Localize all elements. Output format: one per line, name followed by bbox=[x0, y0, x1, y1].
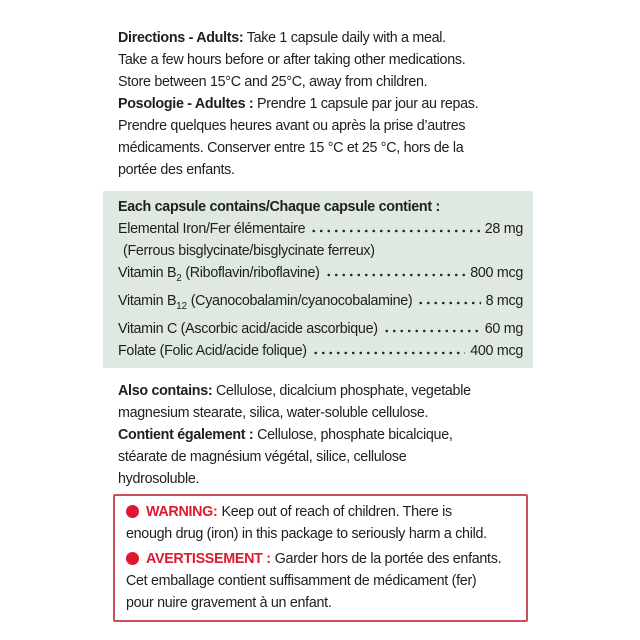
ingredient-row-folate bbox=[118, 340, 523, 362]
directions-line bbox=[118, 159, 524, 181]
warning-text: enough drug (iron) in this package to seriously harm a child. bbox=[126, 525, 487, 542]
also-contains-line bbox=[118, 402, 524, 424]
also-contains-en-lead: Also contains: bbox=[118, 382, 213, 399]
directions-line bbox=[118, 115, 524, 137]
capsule-contents-panel bbox=[103, 191, 533, 368]
subscript: 12 bbox=[176, 300, 188, 312]
ingredient-name: Elemental Iron/Fer élémentaire bbox=[118, 221, 306, 237]
warning-fr-line bbox=[126, 548, 515, 570]
name-post: (Cyanocobalamin/cyanocobalamine) bbox=[187, 292, 413, 309]
directions-fr-lead: Posologie - Adultes : bbox=[118, 96, 254, 112]
ingredient-amount: 28 mg bbox=[484, 221, 523, 237]
directions-text: médicaments. Conserver entre 15 °C et 25 °C, hors de la bbox=[118, 140, 464, 156]
directions-text: Prendre 1 capsule par jour au repas. bbox=[253, 96, 479, 112]
directions-text: Take a few hours before or after taking other medications. bbox=[118, 52, 466, 68]
ingredient-name bbox=[118, 262, 320, 290]
ingredient-amount: 8 mcg bbox=[485, 292, 523, 309]
dot-leader bbox=[325, 273, 466, 277]
ingredient-name: Folate (Folic Acid/acide folique) bbox=[118, 342, 307, 359]
also-contains-text: magnesium stearate, silica, water-soluble cellulose. bbox=[118, 404, 429, 421]
warning-fr-label: AVERTISSEMENT : bbox=[146, 550, 271, 567]
warning-fr-line bbox=[126, 570, 515, 592]
warning-bullet-icon bbox=[126, 505, 139, 518]
contents-heading: Each capsule contains/Chaque capsule contient : bbox=[118, 199, 440, 215]
warning-en-label: WARNING: bbox=[146, 503, 218, 520]
warning-fr-line bbox=[126, 592, 515, 614]
also-contains-fr-lead: Contient également : bbox=[118, 426, 254, 443]
ingredient-row-vitamin-b12 bbox=[118, 290, 523, 318]
warning-en-line bbox=[126, 523, 515, 545]
ingredient-note-ferrous: (Ferrous bisglycinate/bisglycinate ferreux) bbox=[123, 243, 375, 259]
also-contains-text: Cellulose, dicalcium phosphate, vegetable bbox=[212, 382, 471, 399]
warning-en-line bbox=[126, 501, 515, 523]
also-contains-line bbox=[118, 424, 524, 446]
ingredient-name: Vitamin C (Ascorbic acid/acide ascorbique) bbox=[118, 320, 378, 337]
warning-box bbox=[113, 494, 528, 622]
directions-text: Store between 15°C and 25°C, away from children. bbox=[118, 74, 428, 90]
also-contains-line bbox=[118, 446, 524, 468]
ingredient-amount: 800 mcg bbox=[470, 265, 523, 281]
ingredient-name bbox=[118, 290, 412, 318]
directions-en-lead: Directions - Adults: bbox=[118, 30, 244, 46]
warning-text: Keep out of reach of children. There is bbox=[221, 503, 452, 520]
dot-leader bbox=[310, 229, 479, 233]
warning-bullet-icon bbox=[126, 552, 139, 565]
ingredient-amount: 60 mg bbox=[484, 320, 523, 337]
directions-line bbox=[118, 71, 524, 93]
directions-line bbox=[118, 93, 524, 115]
warning-text: pour nuire gravement à un enfant. bbox=[126, 594, 332, 611]
also-contains-section bbox=[118, 380, 524, 490]
also-contains-line bbox=[118, 468, 524, 490]
warning-text: Garder hors de la portée des enfants. bbox=[274, 550, 502, 567]
directions-line bbox=[118, 49, 524, 71]
label-content bbox=[118, 27, 524, 622]
directions-text: Take 1 capsule daily with a meal. bbox=[243, 30, 446, 46]
name-pre: Vitamin B bbox=[118, 265, 177, 281]
name-post: (Riboflavin/riboflavine) bbox=[181, 265, 320, 281]
ingredient-row-iron bbox=[118, 218, 523, 240]
dot-leader bbox=[417, 301, 480, 305]
directions-text: Prendre quelques heures avant ou après la prise d’autres bbox=[118, 118, 466, 134]
also-contains-line bbox=[118, 380, 524, 402]
name-pre: Vitamin B bbox=[118, 292, 177, 309]
also-contains-text: stéarate de magnésium végétal, silice, cellulose bbox=[118, 448, 407, 465]
directions-section bbox=[118, 27, 524, 181]
directions-line bbox=[118, 137, 524, 159]
ingredient-row-vitamin-b2 bbox=[118, 262, 523, 290]
warning-text: Cet emballage contient suffisamment de médicament (fer) bbox=[126, 572, 477, 589]
dot-leader bbox=[312, 351, 465, 355]
ingredient-row-vitamin-c bbox=[118, 318, 523, 340]
directions-text: portée des enfants. bbox=[118, 162, 235, 178]
subscript: 2 bbox=[176, 272, 182, 284]
also-contains-text: Cellulose, phosphate bicalcique, bbox=[253, 426, 453, 443]
directions-line bbox=[118, 27, 524, 49]
dot-leader bbox=[383, 329, 480, 333]
also-contains-text: hydrosoluble. bbox=[118, 470, 200, 487]
ingredient-amount: 400 mcg bbox=[470, 342, 523, 359]
